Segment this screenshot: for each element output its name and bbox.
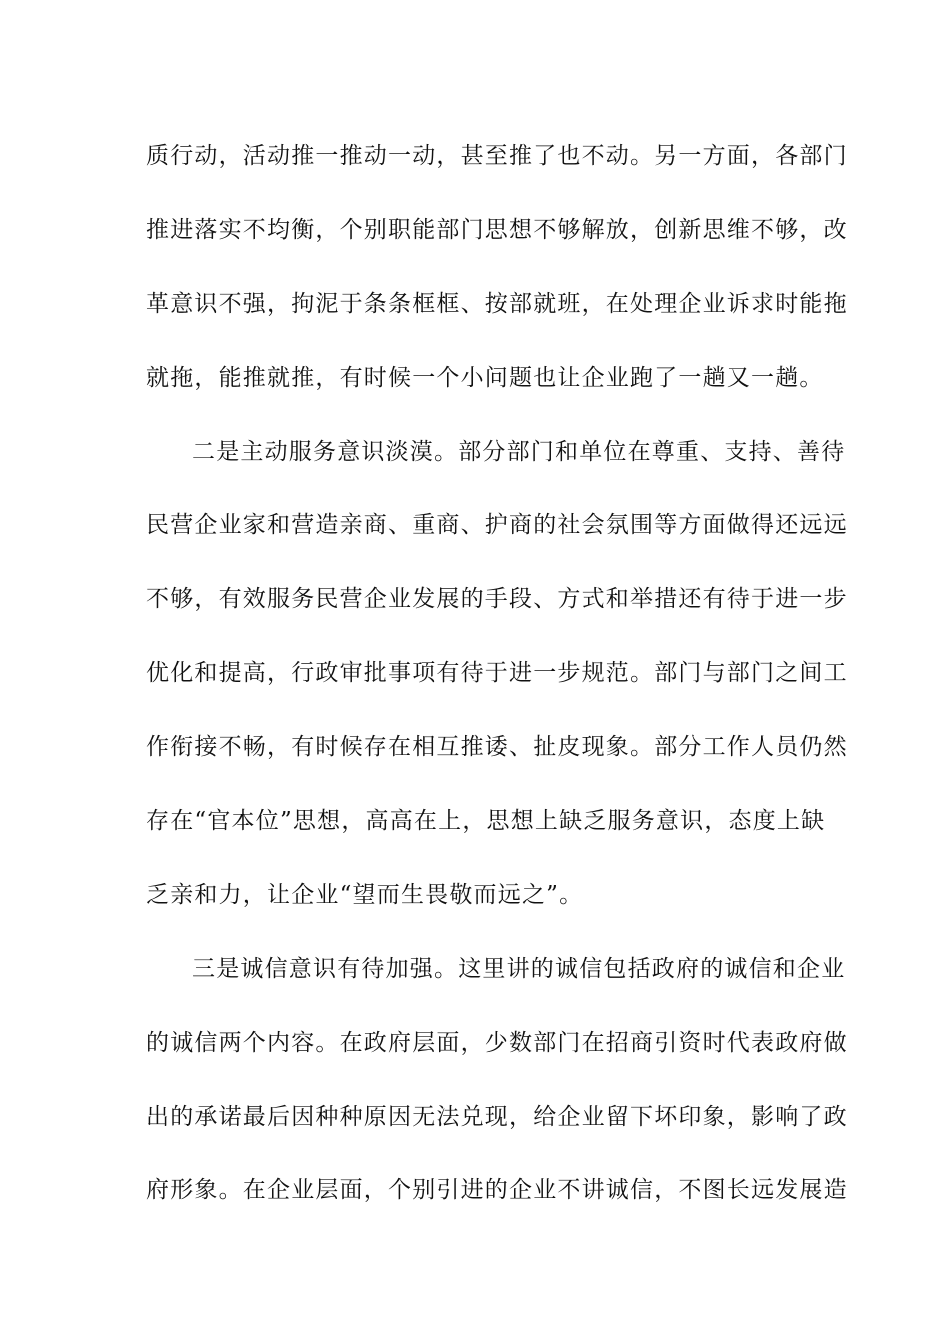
text-line: 就拖，能推就推，有时候一个小问题也让企业跑了一趟又一趟。 xyxy=(146,364,824,391)
text-line: 的诚信两个内容。在政府层面，少数部门在招商引资时代表政府做 xyxy=(146,1029,848,1056)
document-body xyxy=(146,124,848,1232)
text-line: 推进落实不均衡，个别职能部门思想不够解放，创新思维不够，改 xyxy=(146,216,848,243)
text-line: 乏亲和力，让企业“望而生畏敬而远之”。 xyxy=(146,881,584,908)
text-line: 质行动，活动推一推动一动，甚至推了也不动。另一方面，各部门 xyxy=(146,143,848,169)
text-line: 出的承诺最后因种种原因无法兑现，给企业留下坏印象，影响了政 xyxy=(146,1103,848,1130)
text-line: 存在“官本位”思想，高高在上，思想上缺乏服务意识，态度上缺 xyxy=(146,808,826,835)
text-line: 不够，有效服务民营企业发展的手段、方式和举措还有待于进一步 xyxy=(146,586,848,613)
text-line: 优化和提高，行政审批事项有待于进一步规范。部门与部门之间工 xyxy=(146,660,848,687)
text-line: 革意识不强，拘泥于条条框框、按部就班，在处理企业诉求时能拖 xyxy=(146,290,848,317)
paragraph-start-line: 三是诚信意识有待加强。这里讲的诚信包括政府的诚信和企业 xyxy=(192,955,846,982)
text-line: 作衔接不畅，有时候存在相互推诿、扯皮现象。部分工作人员仍然 xyxy=(146,734,848,761)
text-line: 民营企业家和营造亲商、重商、护商的社会氛围等方面做得还远远 xyxy=(146,512,848,539)
text-line: 府形象。在企业层面，个别引进的企业不讲诚信，不图长远发展造 xyxy=(146,1177,848,1204)
paragraph-start-line: 二是主动服务意识淡漠。部分部门和单位在尊重、支持、善待 xyxy=(192,438,846,465)
